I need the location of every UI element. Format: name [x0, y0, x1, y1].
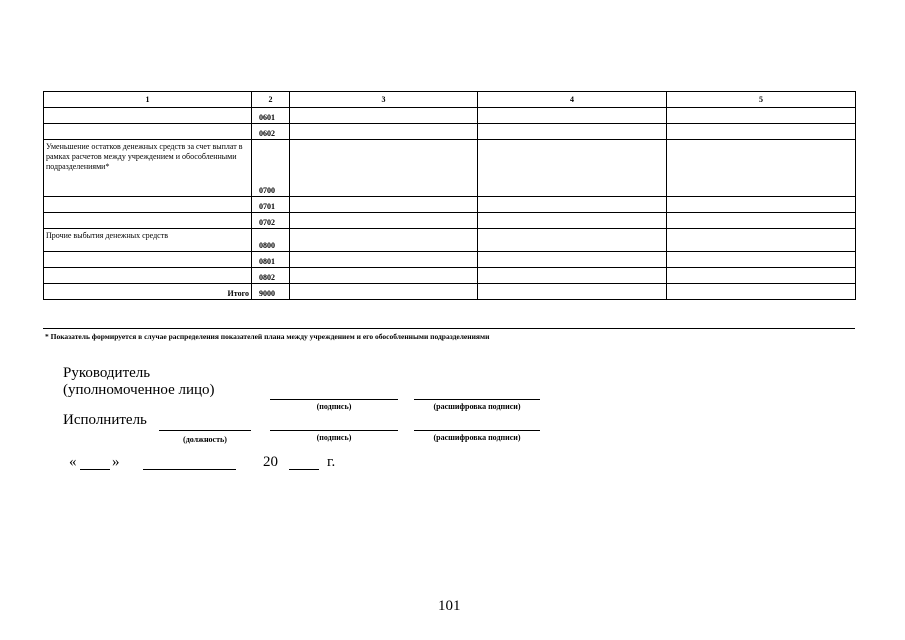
table-cell — [667, 108, 856, 124]
footnote-divider — [43, 328, 855, 329]
table-cell — [290, 252, 478, 268]
row-label: Прочие выбытия денежных средств — [44, 229, 252, 252]
table-cell — [290, 108, 478, 124]
table-cell — [667, 268, 856, 284]
table-row — [44, 197, 856, 213]
table-cell — [667, 197, 856, 213]
executor-label: Исполнитель — [63, 412, 147, 428]
head-label: Руководитель — [63, 365, 151, 381]
date-year-prefix: 20 — [263, 454, 278, 470]
table-cell — [478, 197, 667, 213]
executor-signature-caption: (подпись) — [316, 433, 352, 442]
row-label — [44, 213, 252, 229]
row-code: 0702 — [252, 213, 290, 229]
column-header: 3 — [290, 92, 478, 108]
column-header: 1 — [44, 92, 252, 108]
total-label: Итого — [44, 284, 252, 300]
table-cell — [667, 229, 856, 252]
page-number: 101 — [438, 598, 461, 614]
row-code: 0801 — [252, 252, 290, 268]
row-label: Уменьшение остатков денежных средств за счет выплат в рамках расчетов между учреждением и обособленными подразделениями* — [44, 140, 252, 197]
table-cell — [290, 197, 478, 213]
table-cell — [290, 268, 478, 284]
table-cell — [478, 252, 667, 268]
head-signature-caption: (подпись) — [316, 402, 352, 411]
row-code: 0802 — [252, 268, 290, 284]
table-cell — [478, 268, 667, 284]
row-code: 0701 — [252, 197, 290, 213]
column-header: 2 — [252, 92, 290, 108]
table-cell — [290, 213, 478, 229]
row-code: 0601 — [252, 108, 290, 124]
table-cell — [478, 140, 667, 197]
executor-signature-line — [270, 430, 398, 431]
table-row — [44, 213, 856, 229]
executor-position-line — [159, 430, 251, 431]
row-label — [44, 197, 252, 213]
column-header: 5 — [667, 92, 856, 108]
footnote: * Показатель формируется в случае распределения показателей плана между учреждением и его обособленными подразделениями — [45, 332, 490, 341]
table-cell — [667, 252, 856, 268]
date-day-line — [80, 469, 110, 470]
table-cell — [667, 213, 856, 229]
table-row-total — [44, 284, 856, 300]
executor-decoding-line — [414, 430, 540, 431]
table-cell — [478, 213, 667, 229]
table-row — [44, 268, 856, 284]
budget-table — [43, 91, 856, 300]
table-cell — [667, 284, 856, 300]
date-close-quote: » — [112, 454, 120, 470]
table-header-row — [44, 92, 856, 108]
table-cell — [667, 124, 856, 140]
head-decoding-caption: (расшифровка подписи) — [433, 402, 521, 411]
table-cell — [478, 124, 667, 140]
row-label — [44, 252, 252, 268]
table-row — [44, 124, 856, 140]
date-year-suffix: г. — [327, 454, 336, 470]
table-cell — [290, 124, 478, 140]
column-header: 4 — [478, 92, 667, 108]
table-row — [44, 140, 856, 197]
row-label — [44, 108, 252, 124]
row-code: 0800 — [252, 229, 290, 252]
executor-decoding-caption: (расшифровка подписи) — [433, 433, 521, 442]
row-code: 0700 — [252, 140, 290, 197]
table-row — [44, 252, 856, 268]
table-cell — [290, 284, 478, 300]
date-open-quote: « — [69, 454, 77, 470]
date-month-line — [143, 469, 236, 470]
row-code: 9000 — [252, 284, 290, 300]
head-decoding-line — [414, 399, 540, 400]
table-row — [44, 229, 856, 252]
head-signature-line — [270, 399, 398, 400]
row-label — [44, 124, 252, 140]
table-cell — [290, 140, 478, 197]
executor-position-caption: (должность) — [183, 435, 227, 444]
table-row — [44, 108, 856, 124]
table-cell — [478, 108, 667, 124]
table-cell — [478, 284, 667, 300]
table-cell — [667, 140, 856, 197]
row-code: 0602 — [252, 124, 290, 140]
row-label — [44, 268, 252, 284]
table-cell — [290, 229, 478, 252]
date-year-line — [289, 469, 319, 470]
head-sublabel: (уполномоченное лицо) — [63, 382, 215, 398]
table-cell — [478, 229, 667, 252]
